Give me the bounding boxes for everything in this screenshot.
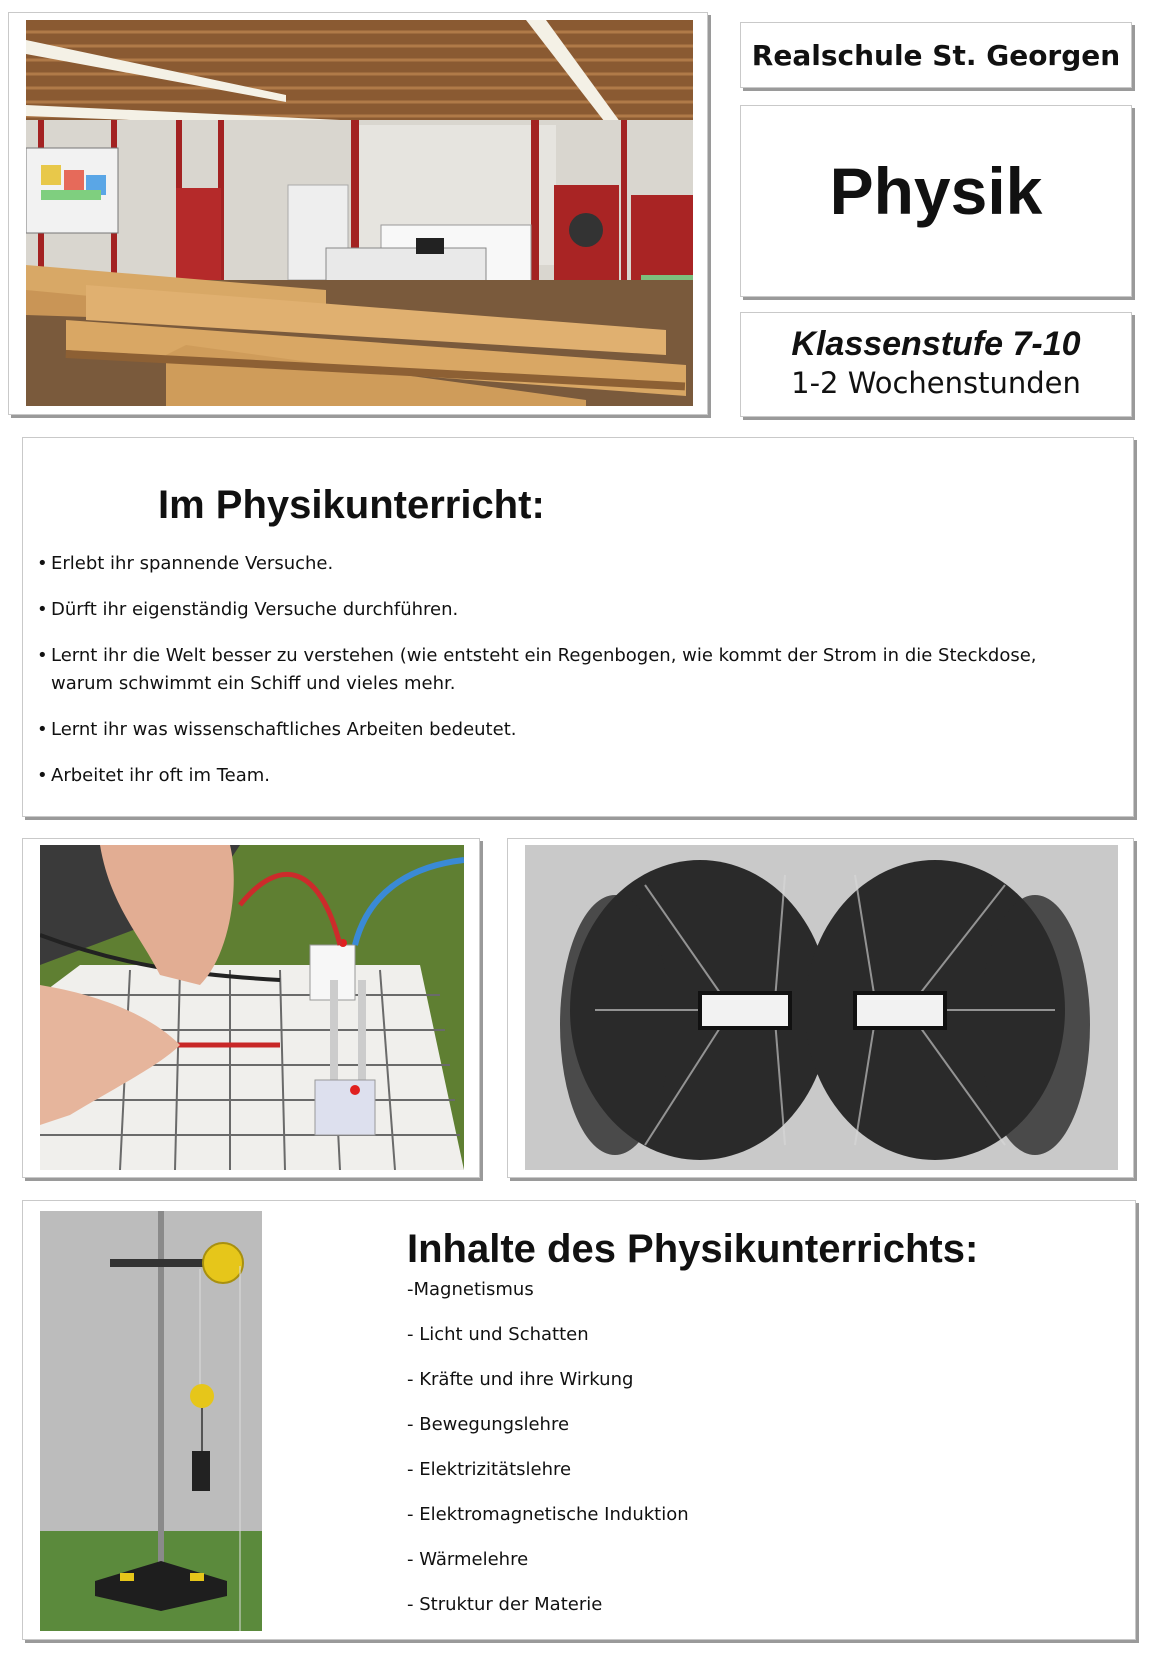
content-item: - Wärmelehre xyxy=(407,1549,529,1570)
lesson-item: • Arbeitet ihr oft im Team. xyxy=(37,762,1103,790)
lessons-heading: Im Physikunterricht: xyxy=(158,483,545,527)
content-item: -Magnetismus xyxy=(407,1279,534,1300)
grade-level: Klassenstufe 7-10 xyxy=(791,325,1081,363)
grade-info-box xyxy=(740,312,1132,417)
subject-title-box xyxy=(740,105,1132,297)
magnetic-field-photo xyxy=(525,845,1118,1170)
lesson-item: • Erlebt ihr spannende Versuche. xyxy=(37,550,1103,578)
content-item: - Licht und Schatten xyxy=(407,1324,589,1345)
lesson-item: • Lernt ihr was wissenschaftliches Arbeiten bedeutet. xyxy=(37,716,1103,744)
subject-title: Physik xyxy=(829,154,1043,228)
lesson-item: • Dürft ihr eigenständig Versuche durchführen. xyxy=(37,596,1103,624)
pulley-photo xyxy=(40,1211,262,1631)
contents-box xyxy=(22,1200,1136,1640)
circuit-board-photo xyxy=(40,845,464,1170)
school-name: Realschule St. Georgen xyxy=(751,38,1121,72)
lessons-list xyxy=(37,550,1103,808)
lesson-item: • Lernt ihr die Welt besser zu verstehen (wie entsteht ein Regenbogen, wie kommt der Strom in die Steckdose, warum schwimmt ein Schiff und vieles mehr. xyxy=(37,642,1103,698)
content-item: - Elektrizitätslehre xyxy=(407,1459,572,1480)
school-name-box xyxy=(740,22,1132,88)
content-item: - Struktur der Materie xyxy=(407,1594,603,1615)
contents-list xyxy=(407,1276,689,1636)
lessons-box xyxy=(22,437,1134,817)
classroom-photo xyxy=(26,20,693,406)
content-item: - Kräfte und ihre Wirkung xyxy=(407,1369,634,1390)
contents-heading: Inhalte des Physikunterrichts: xyxy=(407,1227,979,1271)
weekly-hours: 1-2 Wochenstunden xyxy=(791,366,1081,400)
content-item: - Elektromagnetische Induktion xyxy=(407,1504,689,1525)
content-item: - Bewegungslehre xyxy=(407,1414,570,1435)
